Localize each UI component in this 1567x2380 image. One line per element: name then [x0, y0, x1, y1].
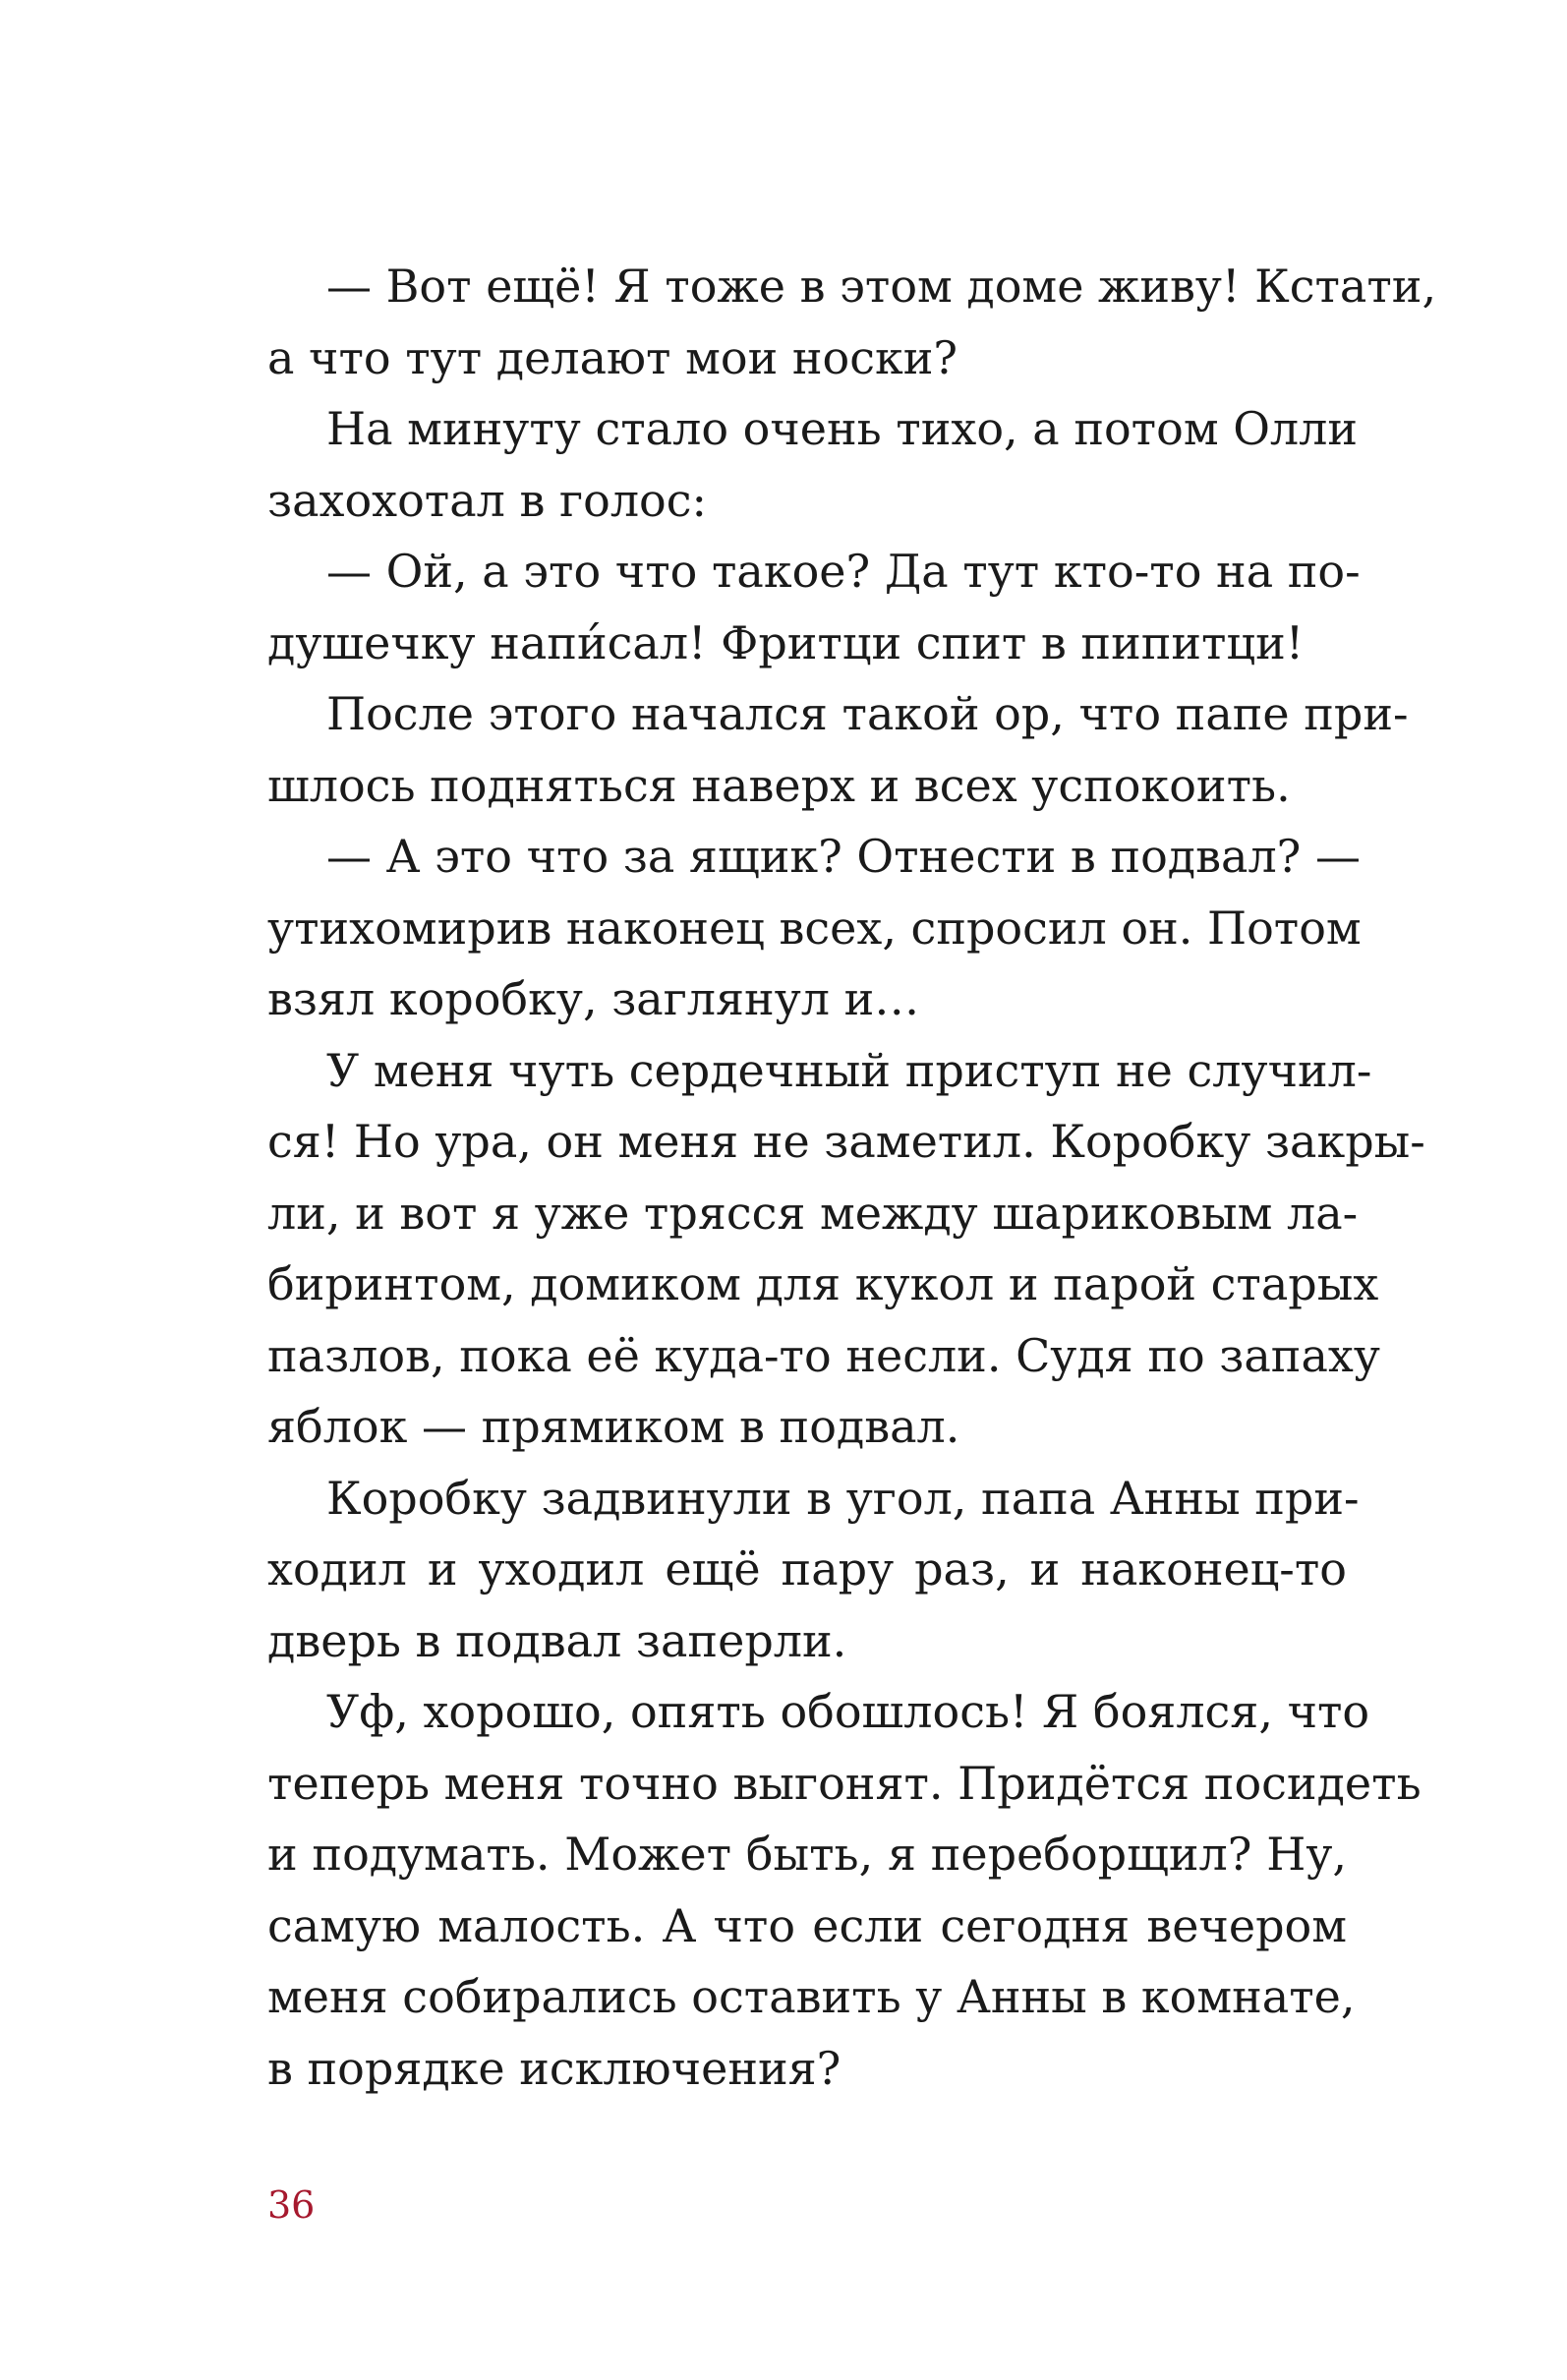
text-line: ли, и вот я уже трясся между шариковым ла-	[267, 1186, 1359, 1240]
text-line: На минуту стало очень тихо, а потом Олли	[326, 402, 1359, 455]
text-line: После этого начался такой ор, что папе при-	[326, 687, 1409, 740]
text-line: У меня чуть сердечный приступ не случил-	[326, 1043, 1372, 1097]
text-line: а что тут делают мои носки?	[267, 330, 958, 384]
text-line: утихомирив наконец всех, спросил он. Потом	[267, 900, 1362, 955]
text-line: захохотал в голос:	[267, 473, 707, 527]
text-line: биринтом, домиком для кукол и парой старых	[267, 1257, 1379, 1310]
text-line: ходил и уходил ещё пару раз, и наконец-то	[267, 1542, 1347, 1596]
text-line: Уф, хорошо, опять обошлось! Я боялся, что	[326, 1685, 1370, 1738]
text-line: Коробку задвинули в угол, папа Анны при-	[326, 1471, 1360, 1525]
text-line: душечку напи́сал! Фритци спит в пипитци!	[267, 615, 1305, 669]
text-line: — Ой, а это что такое? Да тут кто-то на по-	[326, 545, 1361, 598]
text-line: яблок — прямиком в подвал.	[267, 1400, 960, 1453]
text-line: взял коробку, заглянул и…	[267, 972, 920, 1025]
text-line: шлось подняться наверх и всех успокоить.	[267, 758, 1291, 812]
text-line: пазлов, пока её куда-то несли. Судя по запаху	[267, 1328, 1380, 1382]
text-line: дверь в подвал заперли.	[267, 1613, 847, 1667]
page-number: 36	[267, 2183, 316, 2227]
text-line: теперь меня точно выгонят. Придётся посидеть	[267, 1756, 1422, 1810]
text-line: — Вот ещё! Я тоже в этом доме живу! Кстати,	[326, 260, 1437, 313]
text-line: — А это что за ящик? Отнести в подвал? —	[326, 830, 1361, 883]
text-line: в порядке исключения?	[267, 2041, 842, 2095]
text-line: ся! Но ура, он меня не заметил. Коробку закры-	[267, 1115, 1425, 1168]
text-line: меня собирались оставить у Анны в комнате,	[267, 1970, 1356, 2023]
body-text	[267, 251, 1437, 2104]
text-line: самую малость. А что если сегодня вечером	[267, 1898, 1347, 1952]
text-line: и подумать. Может быть, я переборщил? Ну,	[267, 1828, 1347, 1881]
